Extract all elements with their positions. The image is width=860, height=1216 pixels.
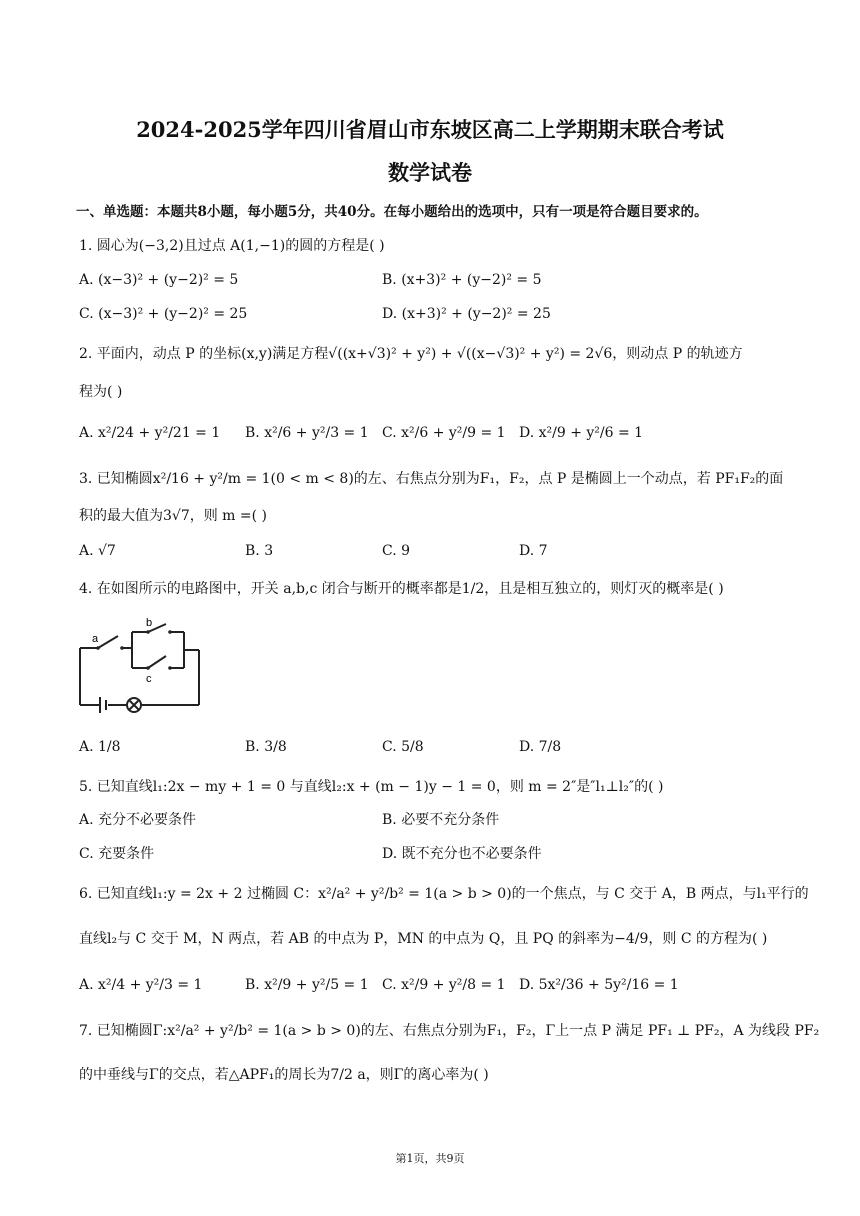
question-1: 1. 圆心为(−3,2)且过点 A(1,−1)的圆的方程是( ) [79, 238, 385, 254]
question-7-line-1: 7. 已知椭圆Γ:x²/a² + y²/b² = 1(a > b > 0)的左、右焦点分别为F₁，F₂，Γ上一点 P 满足 PF₁ ⊥ PF₂，A 为线段 PF₂ [79, 1023, 820, 1039]
q2-option-b: B. x²/6 + y²/3 = 1 [245, 425, 369, 441]
q1-option-a: A. (x−3)² + (y−2)² = 5 [79, 272, 239, 288]
q3-option-c: C. 9 [382, 543, 411, 559]
q2-option-a: A. x²/24 + y²/21 = 1 [79, 425, 221, 441]
q2-option-c: C. x²/6 + y²/9 = 1 [382, 425, 506, 441]
switch-a-label: a [92, 633, 99, 645]
q4-option-c: C. 5/8 [382, 739, 424, 755]
q6-option-d: D. 5x²/36 + 5y²/16 = 1 [519, 977, 679, 993]
circuit-diagram [72, 612, 207, 720]
q6-option-c: C. x²/9 + y²/8 = 1 [382, 977, 506, 993]
q1-option-d: D. (x+3)² + (y−2)² = 25 [382, 306, 551, 322]
q5-option-c: C. 充要条件 [79, 846, 155, 862]
q5-option-d: D. 既不充分也不必要条件 [382, 846, 542, 862]
q4-option-a: A. 1/8 [79, 739, 121, 755]
q2-option-d: D. x²/9 + y²/6 = 1 [519, 425, 644, 441]
question-6-line-1: 6. 已知直线l₁:y = 2x + 2 过椭圆 C：x²/a² + y²/b² = 1(a > b > 0)的一个焦点，与 C 交于 A，B 两点，与l₁平行的 [79, 886, 809, 902]
q6-option-b: B. x²/9 + y²/5 = 1 [245, 977, 369, 993]
q4-option-d: D. 7/8 [519, 739, 562, 755]
exam-title: 2024-2025学年四川省眉山市东坡区高二上学期期末联合考试 [136, 117, 724, 142]
question-6-line-2: 直线l₂与 C 交于 M，N 两点，若 AB 的中点为 P，MN 的中点为 Q，且 PQ 的斜率为−4/9，则 C 的方程为( ) [79, 931, 768, 947]
switch-b-label: b [146, 617, 153, 629]
switch-c-label: c [146, 673, 152, 685]
question-3-line-1: 3. 已知椭圆x²/16 + y²/m = 1(0 < m < 8)的左、右焦点分别为F₁，F₂，点 P 是椭圆上一个动点，若 PF₁F₂的面 [79, 471, 784, 487]
question-4: 4. 在如图所示的电路图中，开关 a,b,c 闭合与断开的概率都是1/2，且是相互独立的，则灯灭的概率是( ) [79, 581, 724, 597]
q5-option-b: B. 必要不充分条件 [382, 812, 500, 828]
q4-option-b: B. 3/8 [245, 739, 287, 755]
question-2-line-1: 2. 平面内，动点 P 的坐标(x,y)满足方程√((x+√3)² + y²) + √((x−√3)² + y²) = 2√6，则动点 P 的轨迹方 [79, 346, 743, 362]
question-7-line-2: 的中垂线与Γ的交点，若△APF₁的周长为7/2 a，则Γ的离心率为( ) [79, 1067, 489, 1083]
question-5: 5. 已知直线l₁:2x − my + 1 = 0 与直线l₂:x + (m − 1)y − 1 = 0，则 m = 2″是″l₁⊥l₂″的( ) [79, 779, 664, 795]
question-3-line-2: 积的最大值为3√7，则 m =( ) [79, 508, 268, 524]
q1-option-b: B. (x+3)² + (y−2)² = 5 [382, 272, 542, 288]
section-heading: 一、单选题：本题共8小题，每小题5分，共40分。在每小题给出的选项中，只有一项是符合题目要求的。 [76, 204, 708, 220]
q3-option-d: D. 7 [519, 543, 548, 559]
q3-option-a: A. √7 [79, 543, 116, 559]
page-footer: 第1页，共9页 [395, 1152, 465, 1165]
q3-option-b: B. 3 [245, 543, 274, 559]
q5-option-a: A. 充分不必要条件 [79, 812, 197, 828]
q1-option-c: C. (x−3)² + (y−2)² = 25 [79, 306, 248, 322]
exam-subtitle: 数学试卷 [388, 160, 472, 185]
q6-option-a: A. x²/4 + y²/3 = 1 [79, 977, 203, 993]
question-2-line-2: 程为( ) [79, 384, 123, 400]
